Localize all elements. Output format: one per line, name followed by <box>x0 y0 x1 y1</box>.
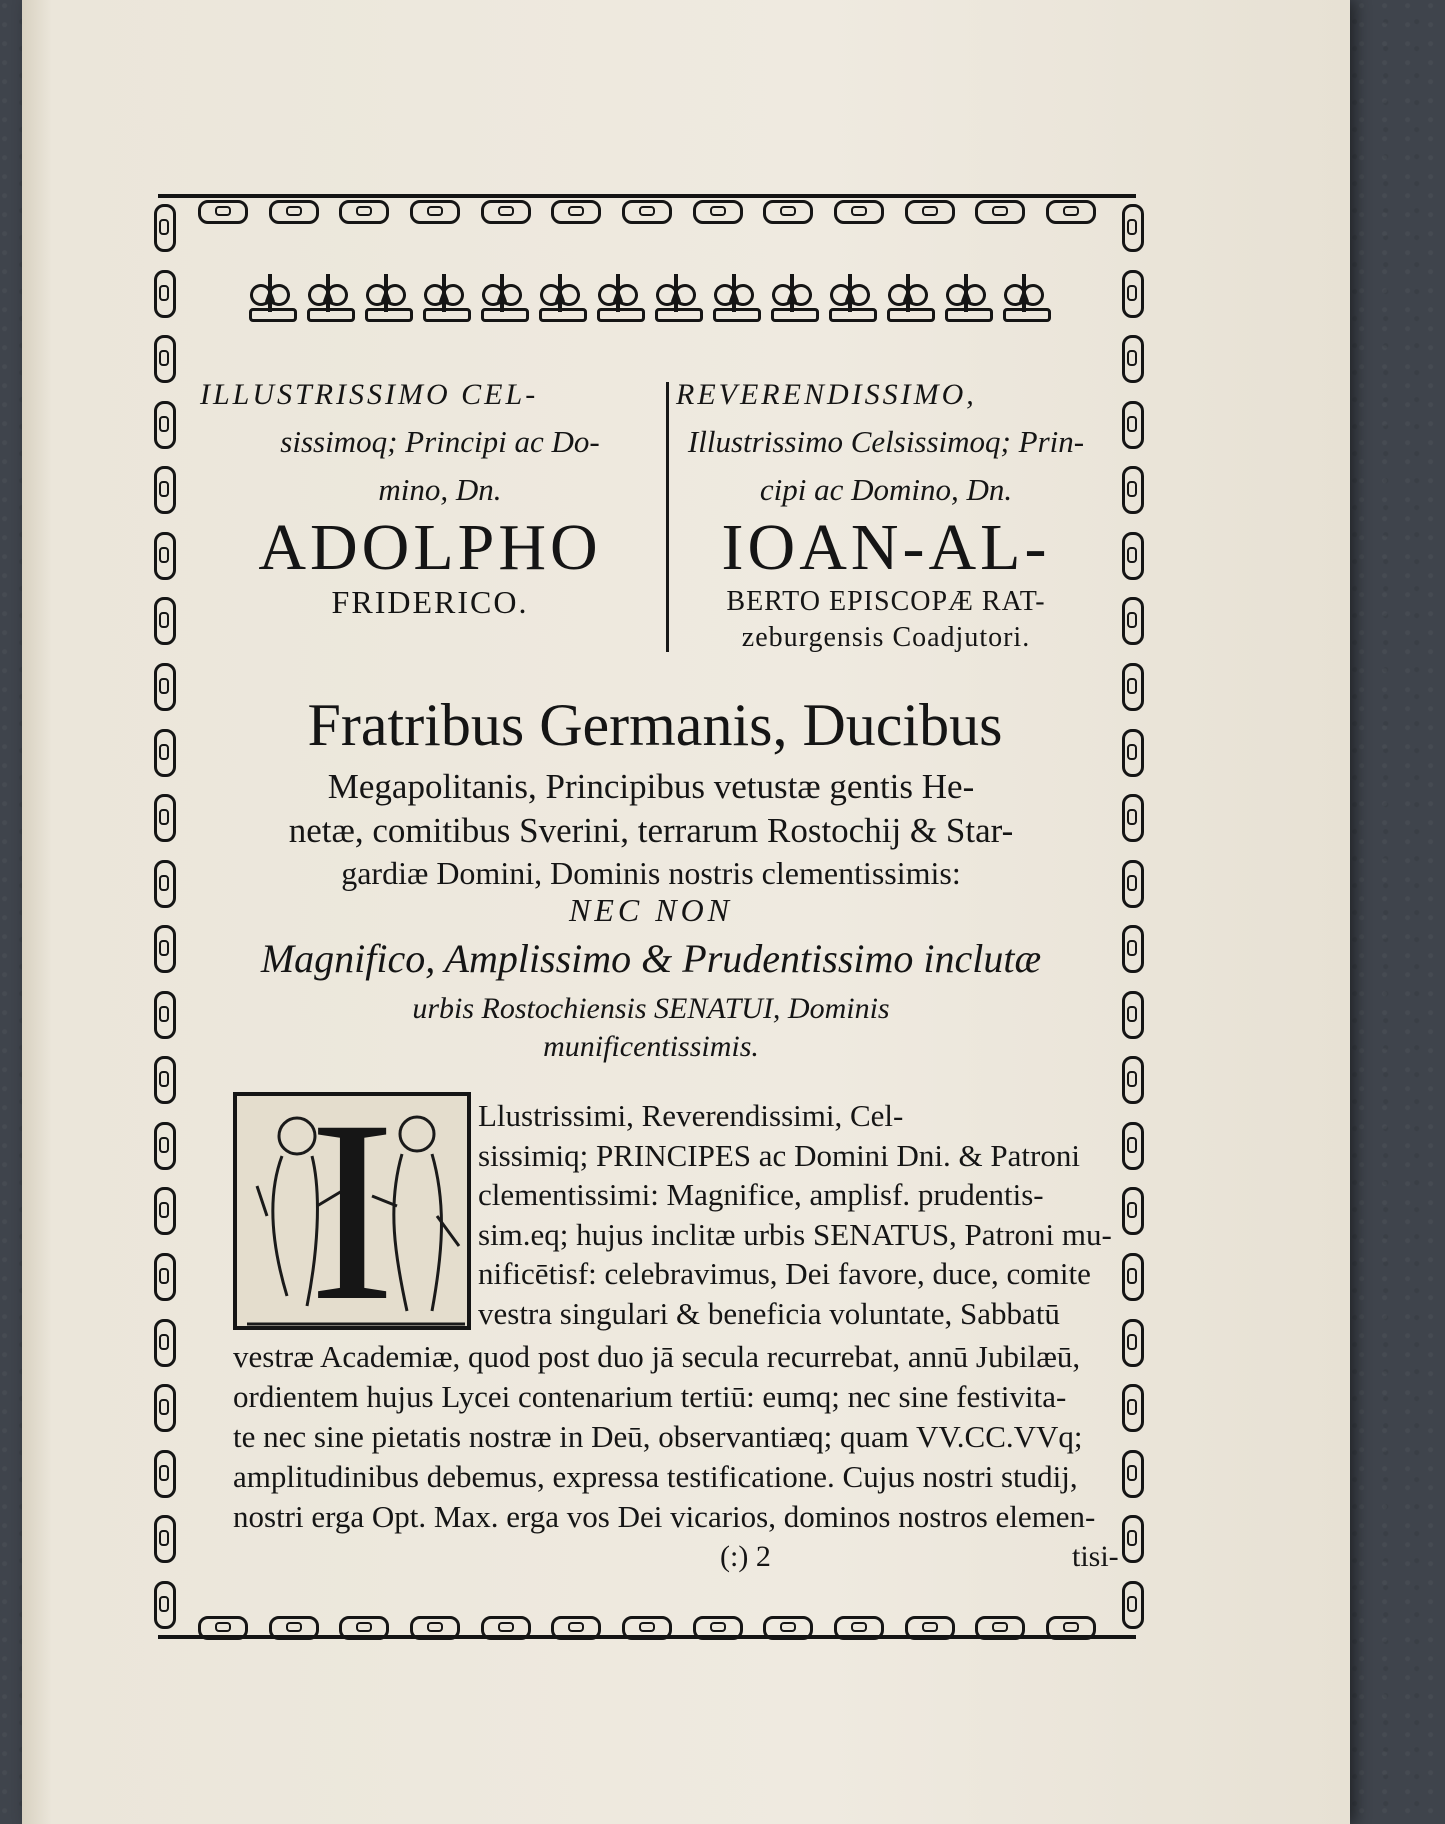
body-line: nostri erga Opt. Max. erga vos Dei vicarios, dominos nostros elemen- <box>233 1499 1096 1534</box>
heading-left-line3: mino, Dn. <box>378 472 502 507</box>
border-knot-icon <box>1122 1319 1144 1367</box>
border-knot-icon <box>198 200 248 224</box>
border-knot-icon <box>1122 991 1144 1039</box>
border-knot-icon <box>1122 1122 1144 1170</box>
border-knot-icon <box>975 1616 1025 1640</box>
border-knot-icon <box>154 532 176 580</box>
border-knot-icon <box>1122 1384 1144 1432</box>
body-line: sim.eq; hujus inclitæ urbis SENATUS, Patroni mu- <box>478 1216 1112 1252</box>
fleuron-icon <box>653 270 699 322</box>
border-knot-icon <box>693 1616 743 1640</box>
border-knot-icon <box>834 200 884 224</box>
body-line: sissimiq; PRINCIPES ac Domini Dni. & Patroni <box>478 1137 1080 1173</box>
border-knot-icon <box>339 1616 389 1640</box>
signature-mark: (:) 2 <box>720 1540 771 1573</box>
border-knot-icon <box>154 1319 176 1367</box>
dedication-urbis-line1: urbis Rostochiensis SENATUI, Dominis <box>412 992 890 1025</box>
body-line: vestra singulari & beneficia voluntate, Sabbatū <box>478 1295 1060 1331</box>
border-knot-icon <box>198 1616 248 1640</box>
border-knot-icon <box>1122 335 1144 383</box>
border-knot-icon <box>1122 1515 1144 1563</box>
border-knot-icon <box>154 729 176 777</box>
catchword: tisi- <box>1072 1540 1119 1573</box>
name-ioan-al: IOAN-AL- <box>721 511 1051 584</box>
border-knot-icon <box>763 1616 813 1640</box>
body-line: te nec sine pietatis nostræ in Deū, observantiæq; quam VV.CC.VVq; <box>233 1419 1083 1454</box>
heading-left-line2: sissimoq; Principi ac Do- <box>280 424 600 459</box>
border-knot-icon <box>154 1581 176 1629</box>
dedication-urbis-line2: munificentissimis. <box>543 1030 759 1063</box>
dedication-line3: gardiæ Domini, Dominis nostris clementissimis: <box>341 855 961 891</box>
border-knot-icon <box>410 1616 460 1640</box>
border-knot-icon <box>975 200 1025 224</box>
body-line: ordientem hujus Lycei contenarium tertiū: eumq; nec sine festivita- <box>233 1379 1067 1414</box>
name-adolpho: ADOLPHO <box>258 511 602 584</box>
border-knot-icon <box>154 1515 176 1563</box>
border-knot-icon <box>269 1616 319 1640</box>
border-knot-icon <box>1122 1450 1144 1498</box>
fleuron-icon <box>827 270 873 322</box>
border-knot-icon <box>1122 663 1144 711</box>
border-knot-icon <box>339 200 389 224</box>
border-knot-icon <box>154 1122 176 1170</box>
border-knot-row-bottom <box>198 1613 1096 1643</box>
woodcut-initial-i <box>233 1092 471 1330</box>
border-knot-icon <box>154 991 176 1039</box>
border-knot-icon <box>269 200 319 224</box>
body-line: nificētisf: celebravimus, Dei favore, duce, comite <box>478 1256 1091 1291</box>
border-knot-icon <box>1046 200 1096 224</box>
fleuron-icon <box>1001 270 1047 322</box>
border-knot-icon <box>154 794 176 842</box>
border-knot-icon <box>154 1253 176 1301</box>
heading-left-line1: ILLUSTRISSIMO CEL- <box>200 378 539 411</box>
name-alberto-line1: BERTO EPISCOPÆ RAT- <box>726 586 1046 617</box>
border-knot-icon <box>551 1616 601 1640</box>
border-knot-icon <box>1046 1616 1096 1640</box>
border-knot-icon <box>1122 401 1144 449</box>
border-knot-icon <box>1122 532 1144 580</box>
border-knot-icon <box>1122 1253 1144 1301</box>
border-knot-icon <box>154 925 176 973</box>
fleuron-ornament-row <box>247 262 1047 322</box>
border-knot-icon <box>905 200 955 224</box>
border-knot-icon <box>551 200 601 224</box>
border-knot-icon <box>154 663 176 711</box>
border-knot-icon <box>154 860 176 908</box>
border-knot-icon <box>154 466 176 514</box>
fleuron-icon <box>247 270 293 322</box>
border-knot-icon <box>693 200 743 224</box>
border-knot-row-top <box>198 197 1096 227</box>
fleuron-icon <box>363 270 409 322</box>
initial-letter: I <box>308 1092 396 1330</box>
body-line: vestræ Academiæ, quod post duo jā secula recurrebat, annū Jubilæū, <box>233 1339 1081 1374</box>
body-line: clementissimi: Magnifice, amplisf. prudentis- <box>478 1177 1044 1212</box>
border-knot-icon <box>154 1384 176 1432</box>
heading-right-line3: cipi ac Domino, Dn. <box>759 472 1013 507</box>
border-knot-icon <box>905 1616 955 1640</box>
fleuron-icon <box>711 270 757 322</box>
body-line: Llustrissimi, Reverendissimi, Cel- <box>478 1098 904 1133</box>
border-knot-icon <box>1122 1581 1144 1629</box>
border-knot-icon <box>154 597 176 645</box>
border-knot-icon <box>1122 466 1144 514</box>
heading-right-line1: REVERENDISSIMO, <box>676 378 977 411</box>
dedication-line2: netæ, comitibus Sverini, terrarum Rostochij & Star- <box>288 811 1014 850</box>
border-knot-icon <box>154 1056 176 1104</box>
border-knot-icon <box>1122 729 1144 777</box>
heading-right-line2: Illustrissimo Celsissimoq; Prin- <box>687 424 1085 459</box>
border-knot-icon <box>1122 204 1144 252</box>
name-friderico: FRIDERICO. <box>331 584 529 620</box>
border-knot-icon <box>622 1616 672 1640</box>
border-knot-icon <box>481 1616 531 1640</box>
dedication-line1: Megapolitanis, Principibus vetustæ gentis He- <box>327 767 975 806</box>
border-knot-icon <box>622 200 672 224</box>
dedication-title: Fratribus Germanis, Ducibus <box>307 692 1003 758</box>
fleuron-icon <box>479 270 525 322</box>
body-line: amplitudinibus debemus, expressa testificatione. Cujus nostri studij, <box>233 1459 1078 1494</box>
border-knot-icon <box>481 200 531 224</box>
border-knot-icon <box>410 200 460 224</box>
border-knot-icon <box>1122 794 1144 842</box>
fleuron-icon <box>943 270 989 322</box>
fleuron-icon <box>537 270 583 322</box>
border-knot-icon <box>154 1450 176 1498</box>
border-knot-icon <box>154 1187 176 1235</box>
border-knot-icon <box>834 1616 884 1640</box>
border-knot-icon <box>1122 925 1144 973</box>
border-knot-icon <box>1122 1056 1144 1104</box>
border-knot-icon <box>1122 1187 1144 1235</box>
column-divider <box>666 382 669 652</box>
dedication-magnifico: Magnifico, Amplissimo & Prudentissimo inclutæ <box>260 936 1042 981</box>
border-knot-icon <box>154 270 176 318</box>
border-knot-icon <box>154 204 176 252</box>
fleuron-icon <box>421 270 467 322</box>
fleuron-icon <box>769 270 815 322</box>
border-knot-icon <box>763 200 813 224</box>
body-full-width <box>233 1337 1113 1537</box>
body-beside-initial <box>478 1096 1112 1333</box>
border-knot-column-left <box>148 204 182 1629</box>
border-knot-icon <box>154 401 176 449</box>
fleuron-icon <box>885 270 931 322</box>
border-knot-icon <box>1122 270 1144 318</box>
border-knot-icon <box>154 335 176 383</box>
fleuron-icon <box>595 270 641 322</box>
name-alberto-line2: zeburgensis Coadjutori. <box>741 622 1031 653</box>
border-knot-icon <box>1122 597 1144 645</box>
border-knot-icon <box>1122 860 1144 908</box>
nec-non: NEC NON <box>568 892 734 928</box>
border-knot-column-right <box>1116 204 1150 1629</box>
fleuron-icon <box>305 270 351 322</box>
